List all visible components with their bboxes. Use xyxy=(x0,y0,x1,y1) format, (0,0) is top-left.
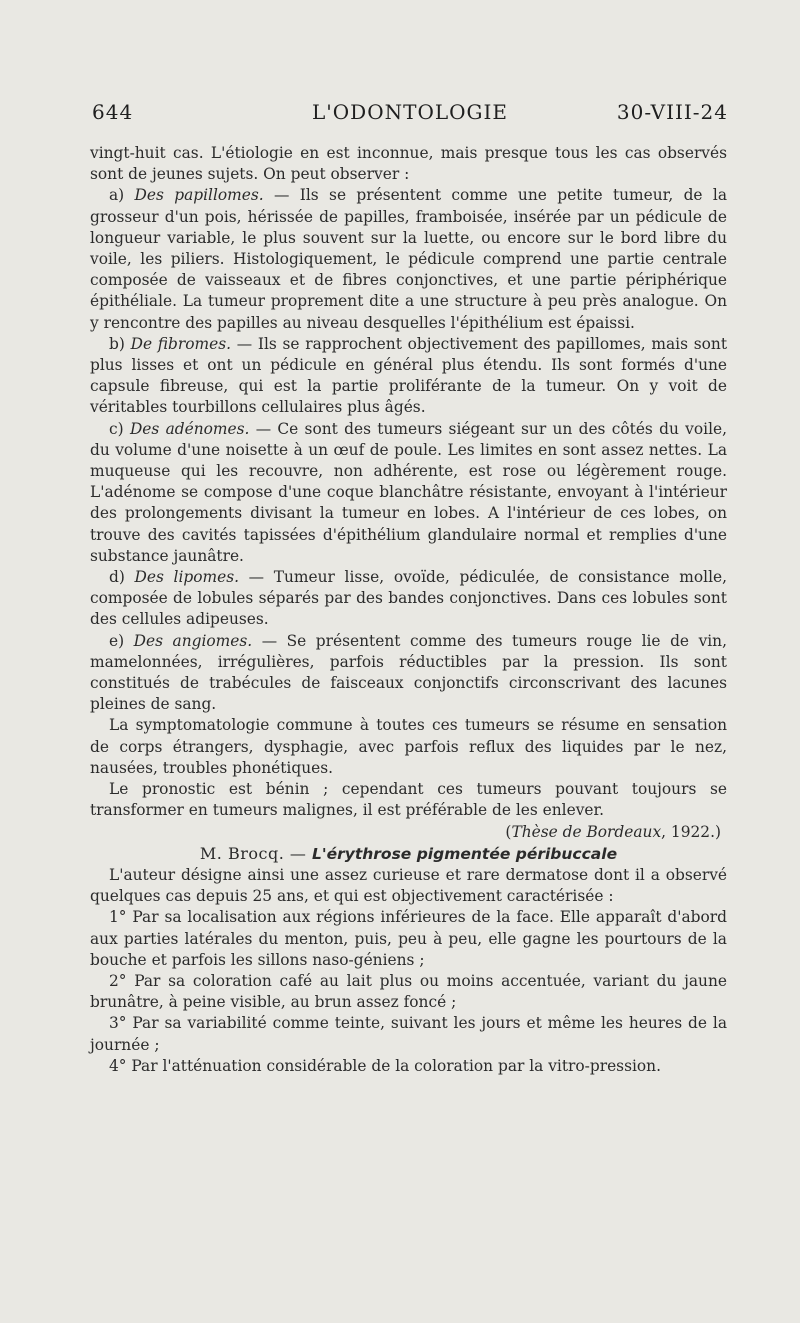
article-title: L'érythrose pigmentée péribuccale xyxy=(311,844,618,863)
paragraph-point-4: 4° Par l'atténuation considérable de la coloration par la vitro-pression. xyxy=(109,1056,661,1075)
item-title: Des angiomes. xyxy=(133,631,253,650)
paragraph-point-1: 1° Par sa localisation aux régions inférieures de la face. Elle apparaît d'abord aux parties latérales du menton, puis, peu à peu, elle gagne les pourtours de la bouche et parfois les sillons naso-géniens ; xyxy=(90,908,727,969)
paragraph-intro: L'auteur désigne ainsi une assez curieuse et rare dermatose dont il a observé quelques cas depuis 25 ans, et qui est objectivement caractérisée : xyxy=(90,865,727,906)
item-text: — Se présentent comme des tumeurs rouge lie de vin, mamelonnées, irrégulières, parfois réductibles par la pression. Ils sont constitués de trabécules de faisceaux conjonctifs circonscrivant des lacunes pleines de sang. xyxy=(90,631,727,714)
issue-date: 30-VIII-24 xyxy=(616,100,728,124)
citation-title: Thèse de Bordeaux xyxy=(511,822,662,841)
item-papillomes xyxy=(90,185,727,333)
item-title: Des papillomes. xyxy=(134,186,264,205)
item-lipomes xyxy=(90,567,727,631)
item-adenomes xyxy=(90,419,727,567)
item-text: — Ce sont des tumeurs siégeant sur un des côtés du voile, du volume d'une noisette à un œuf de poule. Les limites en sont assez nettes. La muqueuse qui les recouvre, non adhérente, est rose ou légèrement rouge. L'adénome se compose d'une coque blanchâtre résistante, envoyant à l'intérieur des prolongements divisant la tumeur en lobes. A l'intérieur de ces lobes, on trouve des cavités tapissées d'épithélium glandulaire normal et remplies d'une substance jaunâtre. xyxy=(90,419,727,565)
article-author: M. Brocq. — xyxy=(199,843,312,863)
citation-year: , 1922.) xyxy=(661,822,721,841)
item-label: e) xyxy=(109,631,134,650)
item-label: c) xyxy=(109,419,130,438)
item-text: — Tumeur lisse, ovoïde, pédiculée, de consistance molle, composée de lobules séparés par des bandes conjonctives. Dans ces lobules sont des cellules adipeuses. xyxy=(90,568,727,629)
source-citation xyxy=(90,822,727,843)
body-text xyxy=(90,143,727,1077)
item-text: — Ils se rapprochent objectivement des papillomes, mais sont plus lisses et ont un pédicule en général plus étendu. Ils sont formés d'une capsule fibreuse, qui est la partie proliférante de la tumeur. On y voit de véritables tourbillons cellulaires plus âgés. xyxy=(90,334,728,417)
item-angiomes xyxy=(90,631,727,716)
item-title: De fibromes. xyxy=(130,334,232,353)
item-label: d) xyxy=(109,568,135,587)
item-title: Des adénomes. xyxy=(129,419,250,438)
paragraph-point-2: 2° Par sa coloration café au lait plus ou moins accentuée, variant du jaune brunâtre, à peine visible, au brun assez foncé ; xyxy=(90,971,727,1012)
paragraph-continuation: vingt-huit cas. L'étiologie en est inconnue, mais presque tous les cas observés sont de jeunes sujets. On peut observer : xyxy=(90,144,727,184)
citation-open: ( xyxy=(505,822,512,841)
item-label: a) xyxy=(109,186,135,205)
page-number: 644 xyxy=(92,100,134,124)
item-fibromes xyxy=(90,334,727,419)
article-heading xyxy=(90,843,727,865)
item-text: — Ils se présentent comme une petite tumeur, de la grosseur d'un pois, hérissée de papilles, framboisée, insérée par un pédicule de longueur variable, le plus souvent sur la luette, ou encore sur le bord libre du voile, les piliers. Histologiquement, le pédicule comprend une partie centrale composée de vaisseaux et de fibres conjonctives, et une partie périphérique épithéliale. La tumeur proprement dite a une structure à peu près analogue. On y rencontre des papilles au niveau desquelles l'épithélium est épaissi. xyxy=(90,186,727,332)
journal-title: L'ODONTOLOGIE xyxy=(312,100,508,124)
running-header xyxy=(92,100,728,134)
item-title: Des lipomes. xyxy=(134,568,239,587)
paragraph-symptomatologie: La symptomatologie commune à toutes ces tumeurs se résume en sensation de corps étrangers, dysphagie, avec parfois reflux des liquides par le nez, nausées, troubles phonétiques. xyxy=(90,716,727,777)
item-label: b) xyxy=(109,334,131,353)
paragraph-point-3: 3° Par sa variabilité comme teinte, suivant les jours et même les heures de la journée ; xyxy=(90,1014,727,1054)
paragraph-pronostic: Le pronostic est bénin ; cependant ces tumeurs pouvant toujours se transformer en tumeurs malignes, il est préférable de les enlever. xyxy=(90,780,727,820)
